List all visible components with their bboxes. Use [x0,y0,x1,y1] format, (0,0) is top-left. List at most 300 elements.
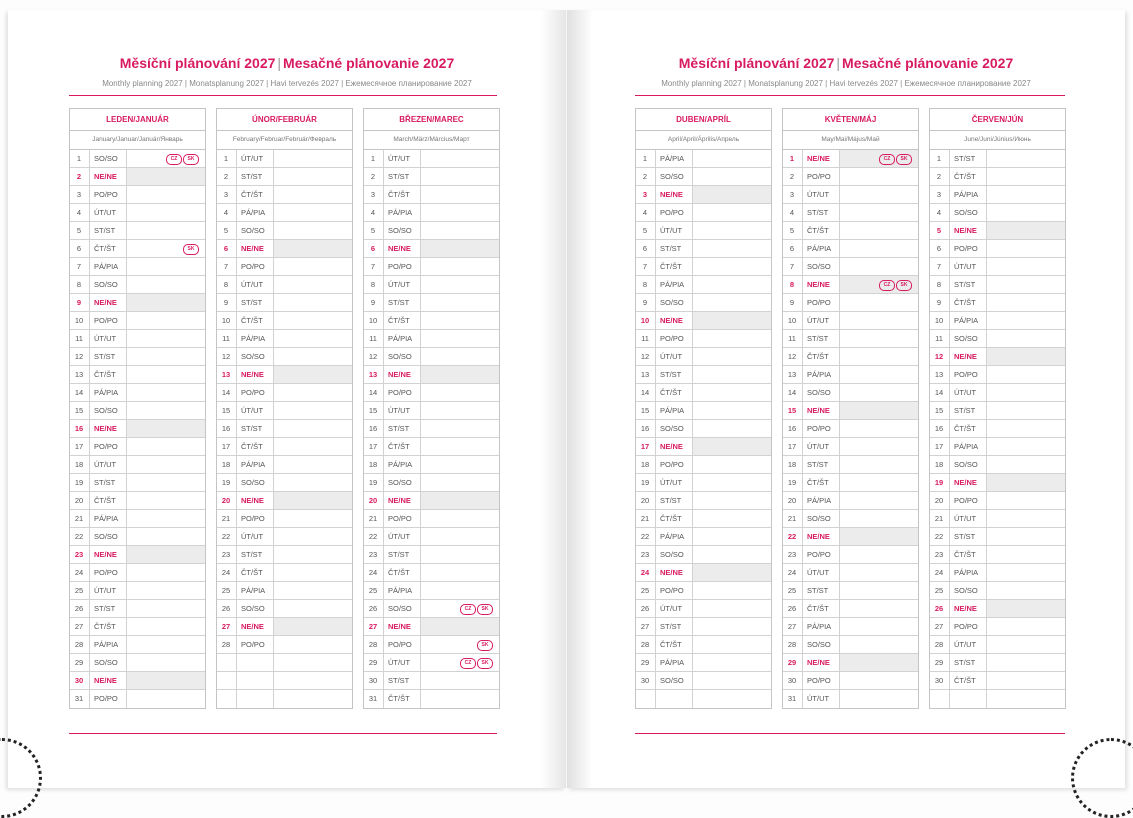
day-row [783,420,918,438]
weekday-label: ST/ST [802,582,840,600]
day-number: 19 [787,478,797,487]
sunday-shade [274,492,352,509]
day-row [70,636,205,654]
weekday-label: ST/ST [383,294,421,312]
weekday-label: PO/PO [949,492,987,510]
day-row [636,384,771,402]
day-number: 5 [370,226,376,235]
weekday-label: SO/SO [949,204,987,222]
day-row [930,582,1065,600]
holiday-cz-badge: CZ [460,604,476,615]
day-number: 29 [368,658,378,667]
day-row [783,222,918,240]
day-number: 3 [223,190,229,199]
weekday-label: PO/PO [89,438,127,456]
day-row [70,366,205,384]
day-number: 8 [789,280,795,289]
day-row [930,204,1065,222]
weekday-label: ÚT/UT [949,510,987,528]
day-row [930,186,1065,204]
weekday-label: NE/NE [89,546,127,564]
day-row [783,348,918,366]
day-number: 15 [221,406,231,415]
weekday-label: PÁ/PIA [949,438,987,456]
day-row [636,330,771,348]
day-number: 18 [221,460,231,469]
month-name: ČERVEN/JÚN [930,109,1065,131]
weekday-label: NE/NE [383,240,421,258]
day-number: 21 [368,514,378,523]
day-row [70,294,205,312]
weekday-label: ST/ST [383,672,421,690]
day-number: 29 [787,658,797,667]
day-row [217,276,352,294]
weekday-label: PO/PO [655,582,693,600]
month-name: KVĚTEN/MÁJ [783,109,918,131]
holiday-badges [459,658,493,669]
day-number: 11 [788,334,796,343]
weekday-label: ČT/ŠT [383,186,421,204]
weekday-label: ST/ST [89,348,127,366]
weekday-label: ST/ST [802,456,840,474]
month-table-4 [635,108,772,709]
day-row [364,564,499,582]
day-number: 2 [223,172,229,181]
day-number: 4 [936,208,942,217]
day-row [217,474,352,492]
day-row [217,348,352,366]
day-row [930,222,1065,240]
weekday-label [236,654,274,672]
day-row [636,150,771,168]
sunday-shade [421,492,499,509]
sunday-shade [693,312,771,329]
day-number: 11 [222,334,230,343]
day-number: 7 [223,262,229,271]
day-row [783,474,918,492]
day-number: 31 [74,694,84,703]
day-number: 25 [787,586,797,595]
day-row [636,456,771,474]
day-number: 30 [368,676,378,685]
day-number: 10 [934,316,944,325]
day-number: 23 [787,550,797,559]
day-number: 6 [223,244,229,253]
day-number: 28 [787,640,797,649]
day-number: 19 [368,478,378,487]
day-number: 2 [936,172,942,181]
weekday-label: ST/ST [89,600,127,618]
day-row [783,438,918,456]
weekday-label: ČT/ŠT [383,690,421,708]
day-number: 7 [789,262,795,271]
day-number: 4 [223,208,229,217]
holiday-badges [878,154,912,165]
weekday-label: ST/ST [236,294,274,312]
day-row [636,222,771,240]
day-row [364,492,499,510]
day-number: 27 [787,622,797,631]
day-number: 27 [640,622,650,631]
weekday-label: NE/NE [949,600,987,618]
weekday-label: ÚT/UT [655,474,693,492]
title-separator: | [277,55,282,71]
day-row [636,294,771,312]
day-row [364,600,499,618]
sunday-shade [127,546,205,563]
weekday-label: ČT/ŠT [949,546,987,564]
weekday-label: SO/SO [89,528,127,546]
weekday-label: PÁ/PIA [89,636,127,654]
day-number: 22 [787,532,797,541]
day-number: 3 [76,190,82,199]
day-number: 3 [936,190,942,199]
weekday-label: ČT/ŠT [949,294,987,312]
weekday-label: SO/SO [89,276,127,294]
day-row [783,546,918,564]
day-row [636,474,771,492]
weekday-label: NE/NE [89,672,127,690]
weekday-label: PO/PO [802,546,840,564]
day-number: 18 [787,460,797,469]
day-number: 6 [642,244,648,253]
day-row [364,330,499,348]
day-row [930,438,1065,456]
day-row [217,294,352,312]
day-row [930,366,1065,384]
month-translations: February/Februar/Február/Февраль [217,131,352,150]
day-row [217,546,352,564]
weekday-label: ST/ST [236,420,274,438]
day-row [70,204,205,222]
weekday-label: SO/SO [383,222,421,240]
weekday-label: NE/NE [89,420,127,438]
day-number: 16 [221,424,231,433]
day-row [636,186,771,204]
weekday-label: NE/NE [655,564,693,582]
day-number: 31 [787,694,797,703]
day-row [930,510,1065,528]
day-number: 26 [934,604,944,613]
weekday-label: NE/NE [949,222,987,240]
day-number: 15 [74,406,84,415]
weekday-label: PÁ/PIA [655,276,693,294]
day-row [930,150,1065,168]
weekday-label: SO/SO [89,654,127,672]
weekday-label: ÚT/UT [655,222,693,240]
day-number: 21 [221,514,231,523]
day-row [217,456,352,474]
weekday-label: NE/NE [949,474,987,492]
day-row [217,528,352,546]
day-number: 18 [74,460,84,469]
day-row [783,150,918,168]
weekday-label: ÚT/UT [383,150,421,168]
day-row [783,186,918,204]
page-subtitle: Monthly planning 2027 | Monatsplanung 2027 | Havi tervezés 2027 | Ежемесячное планирование 2027 [661,79,1031,88]
day-row [70,258,205,276]
day-number: 27 [74,622,84,631]
day-number: 21 [787,514,797,523]
day-row [636,366,771,384]
day-row [364,366,499,384]
day-number: 4 [789,208,795,217]
right-page [567,10,1125,788]
weekday-label: SO/SO [802,258,840,276]
weekday-label: SO/SO [383,348,421,366]
day-number: 23 [934,550,944,559]
weekday-label: ÚT/UT [949,258,987,276]
day-row [364,438,499,456]
day-number: 12 [221,352,231,361]
sunday-shade [987,348,1065,365]
day-number: 12 [787,352,797,361]
weekday-label [949,690,987,708]
day-row [217,186,352,204]
day-number: 20 [934,496,944,505]
day-number: 2 [370,172,376,181]
weekday-label: NE/NE [89,294,127,312]
weekday-label: PÁ/PIA [802,492,840,510]
day-number: 26 [368,604,378,613]
day-row [217,654,352,672]
holiday-sk-badge: SK [183,244,199,255]
day-row [364,186,499,204]
weekday-label: PO/PO [655,204,693,222]
day-row [930,330,1065,348]
sunday-shade [840,654,918,671]
holiday-sk-badge: SK [477,640,493,651]
day-number: 8 [936,280,942,289]
weekday-label: PÁ/PIA [89,384,127,402]
day-row [217,384,352,402]
day-number: 24 [934,568,944,577]
day-row [364,348,499,366]
weekday-label: NE/NE [655,312,693,330]
weekday-label: PÁ/PIA [236,204,274,222]
day-row [70,168,205,186]
holiday-badges [878,280,912,291]
day-row [783,492,918,510]
day-number: 18 [368,460,378,469]
weekday-label: NE/NE [383,366,421,384]
weekday-label: ST/ST [655,240,693,258]
weekday-label: PÁ/PIA [655,528,693,546]
day-row [930,276,1065,294]
day-row [636,618,771,636]
weekday-label: ST/ST [383,168,421,186]
weekday-label: SO/SO [236,348,274,366]
weekday-label: ÚT/UT [236,150,274,168]
weekday-label: PÁ/PIA [236,456,274,474]
day-row [217,582,352,600]
holiday-badges [476,640,493,651]
weekday-label: NE/NE [236,618,274,636]
weekday-label [236,672,274,690]
day-row [364,690,499,708]
day-row [364,474,499,492]
day-row [217,564,352,582]
day-number: 7 [76,262,82,271]
weekday-label: PÁ/PIA [236,582,274,600]
weekday-label: NE/NE [236,366,274,384]
weekday-label: PO/PO [383,510,421,528]
month-translations: January/Januar/Január/Январь [70,131,205,150]
weekday-label: ČT/ŠT [802,600,840,618]
day-row [930,528,1065,546]
weekday-label: ČT/ŠT [383,564,421,582]
weekday-label: PÁ/PIA [655,402,693,420]
day-number: 3 [370,190,376,199]
day-row [217,618,352,636]
weekday-label: PO/PO [236,258,274,276]
day-row [364,582,499,600]
day-row [217,312,352,330]
day-row [364,312,499,330]
day-row [636,348,771,366]
weekday-label: PÁ/PIA [383,330,421,348]
day-number: 11 [369,334,377,343]
day-number: 16 [74,424,84,433]
weekday-label: SO/SO [383,474,421,492]
weekday-label: PO/PO [89,186,127,204]
weekday-label: ÚT/UT [383,276,421,294]
weekday-label: SO/SO [802,636,840,654]
weekday-label: ST/ST [655,366,693,384]
sunday-shade [274,240,352,257]
day-row [70,348,205,366]
weekday-label: PÁ/PIA [655,654,693,672]
weekday-label: ČT/ŠT [655,636,693,654]
holiday-sk-badge: SK [183,154,199,165]
day-number: 1 [789,154,795,163]
day-row [636,636,771,654]
day-row [636,672,771,690]
day-row [217,672,352,690]
day-row [783,672,918,690]
day-number: 2 [642,172,648,181]
day-number: 12 [368,352,378,361]
weekday-label: SO/SO [655,546,693,564]
weekday-label: ČT/ŠT [949,168,987,186]
day-row [217,600,352,618]
holiday-sk-badge: SK [477,604,493,615]
day-row [636,204,771,222]
day-row [70,690,205,708]
day-row [783,294,918,312]
weekday-label: SO/SO [89,402,127,420]
day-number: 6 [76,244,82,253]
weekday-label: ÚT/UT [949,636,987,654]
day-row [70,438,205,456]
day-number: 22 [640,532,650,541]
day-number: 24 [368,568,378,577]
day-number: 4 [76,208,82,217]
weekday-label: ČT/ŠT [655,258,693,276]
weekday-label: ST/ST [236,546,274,564]
weekday-label: ČT/ŠT [236,186,274,204]
day-row [930,636,1065,654]
weekday-label: SO/SO [655,168,693,186]
day-number: 19 [74,478,84,487]
day-number: 25 [640,586,650,595]
title-cz: Měsíční plánování 2027 [119,55,276,71]
weekday-label: ÚT/UT [802,312,840,330]
day-row [364,636,499,654]
day-row [70,312,205,330]
weekday-label: PÁ/PIA [949,564,987,582]
day-number: 14 [74,388,84,397]
day-number: 5 [789,226,795,235]
sunday-shade [421,618,499,635]
weekday-label: PÁ/PIA [383,204,421,222]
day-number: 13 [640,370,650,379]
day-row [70,564,205,582]
day-number: 17 [934,442,944,451]
day-number: 10 [640,316,650,325]
day-row [930,258,1065,276]
sunday-shade [274,366,352,383]
day-number: 27 [934,622,944,631]
weekday-label: PO/PO [89,690,127,708]
day-row [783,690,918,708]
day-number: 2 [76,172,82,181]
weekday-label: SO/SO [655,420,693,438]
day-row [217,510,352,528]
day-number: 21 [640,514,650,523]
weekday-label: ČT/ŠT [89,492,127,510]
weekday-label: NE/NE [949,348,987,366]
sunday-shade [693,438,771,455]
weekday-label: ÚT/UT [802,690,840,708]
weekday-label: PO/PO [89,564,127,582]
day-row [783,618,918,636]
day-number: 4 [370,208,376,217]
day-row [636,312,771,330]
day-number: 26 [640,604,650,613]
weekday-label: SO/SO [655,294,693,312]
day-number: 10 [74,316,84,325]
weekday-label: PO/PO [655,330,693,348]
day-number: 8 [642,280,648,289]
day-number: 4 [642,208,648,217]
day-row [636,420,771,438]
day-number: 9 [789,298,795,307]
weekday-label: NE/NE [802,402,840,420]
day-row [364,528,499,546]
weekday-label: ÚT/UT [802,186,840,204]
day-row [217,438,352,456]
day-row [636,600,771,618]
day-row [636,582,771,600]
day-row [930,294,1065,312]
sunday-shade [421,240,499,257]
day-row [217,168,352,186]
day-number: 16 [934,424,944,433]
day-row [636,438,771,456]
weekday-label: NE/NE [802,150,840,168]
day-number: 14 [934,388,944,397]
day-row [364,150,499,168]
day-number: 30 [74,676,84,685]
weekday-label: PO/PO [802,168,840,186]
day-row [930,672,1065,690]
day-number: 30 [934,676,944,685]
weekday-label: PO/PO [383,258,421,276]
day-number: 9 [76,298,82,307]
day-number [217,690,235,708]
day-row [636,240,771,258]
